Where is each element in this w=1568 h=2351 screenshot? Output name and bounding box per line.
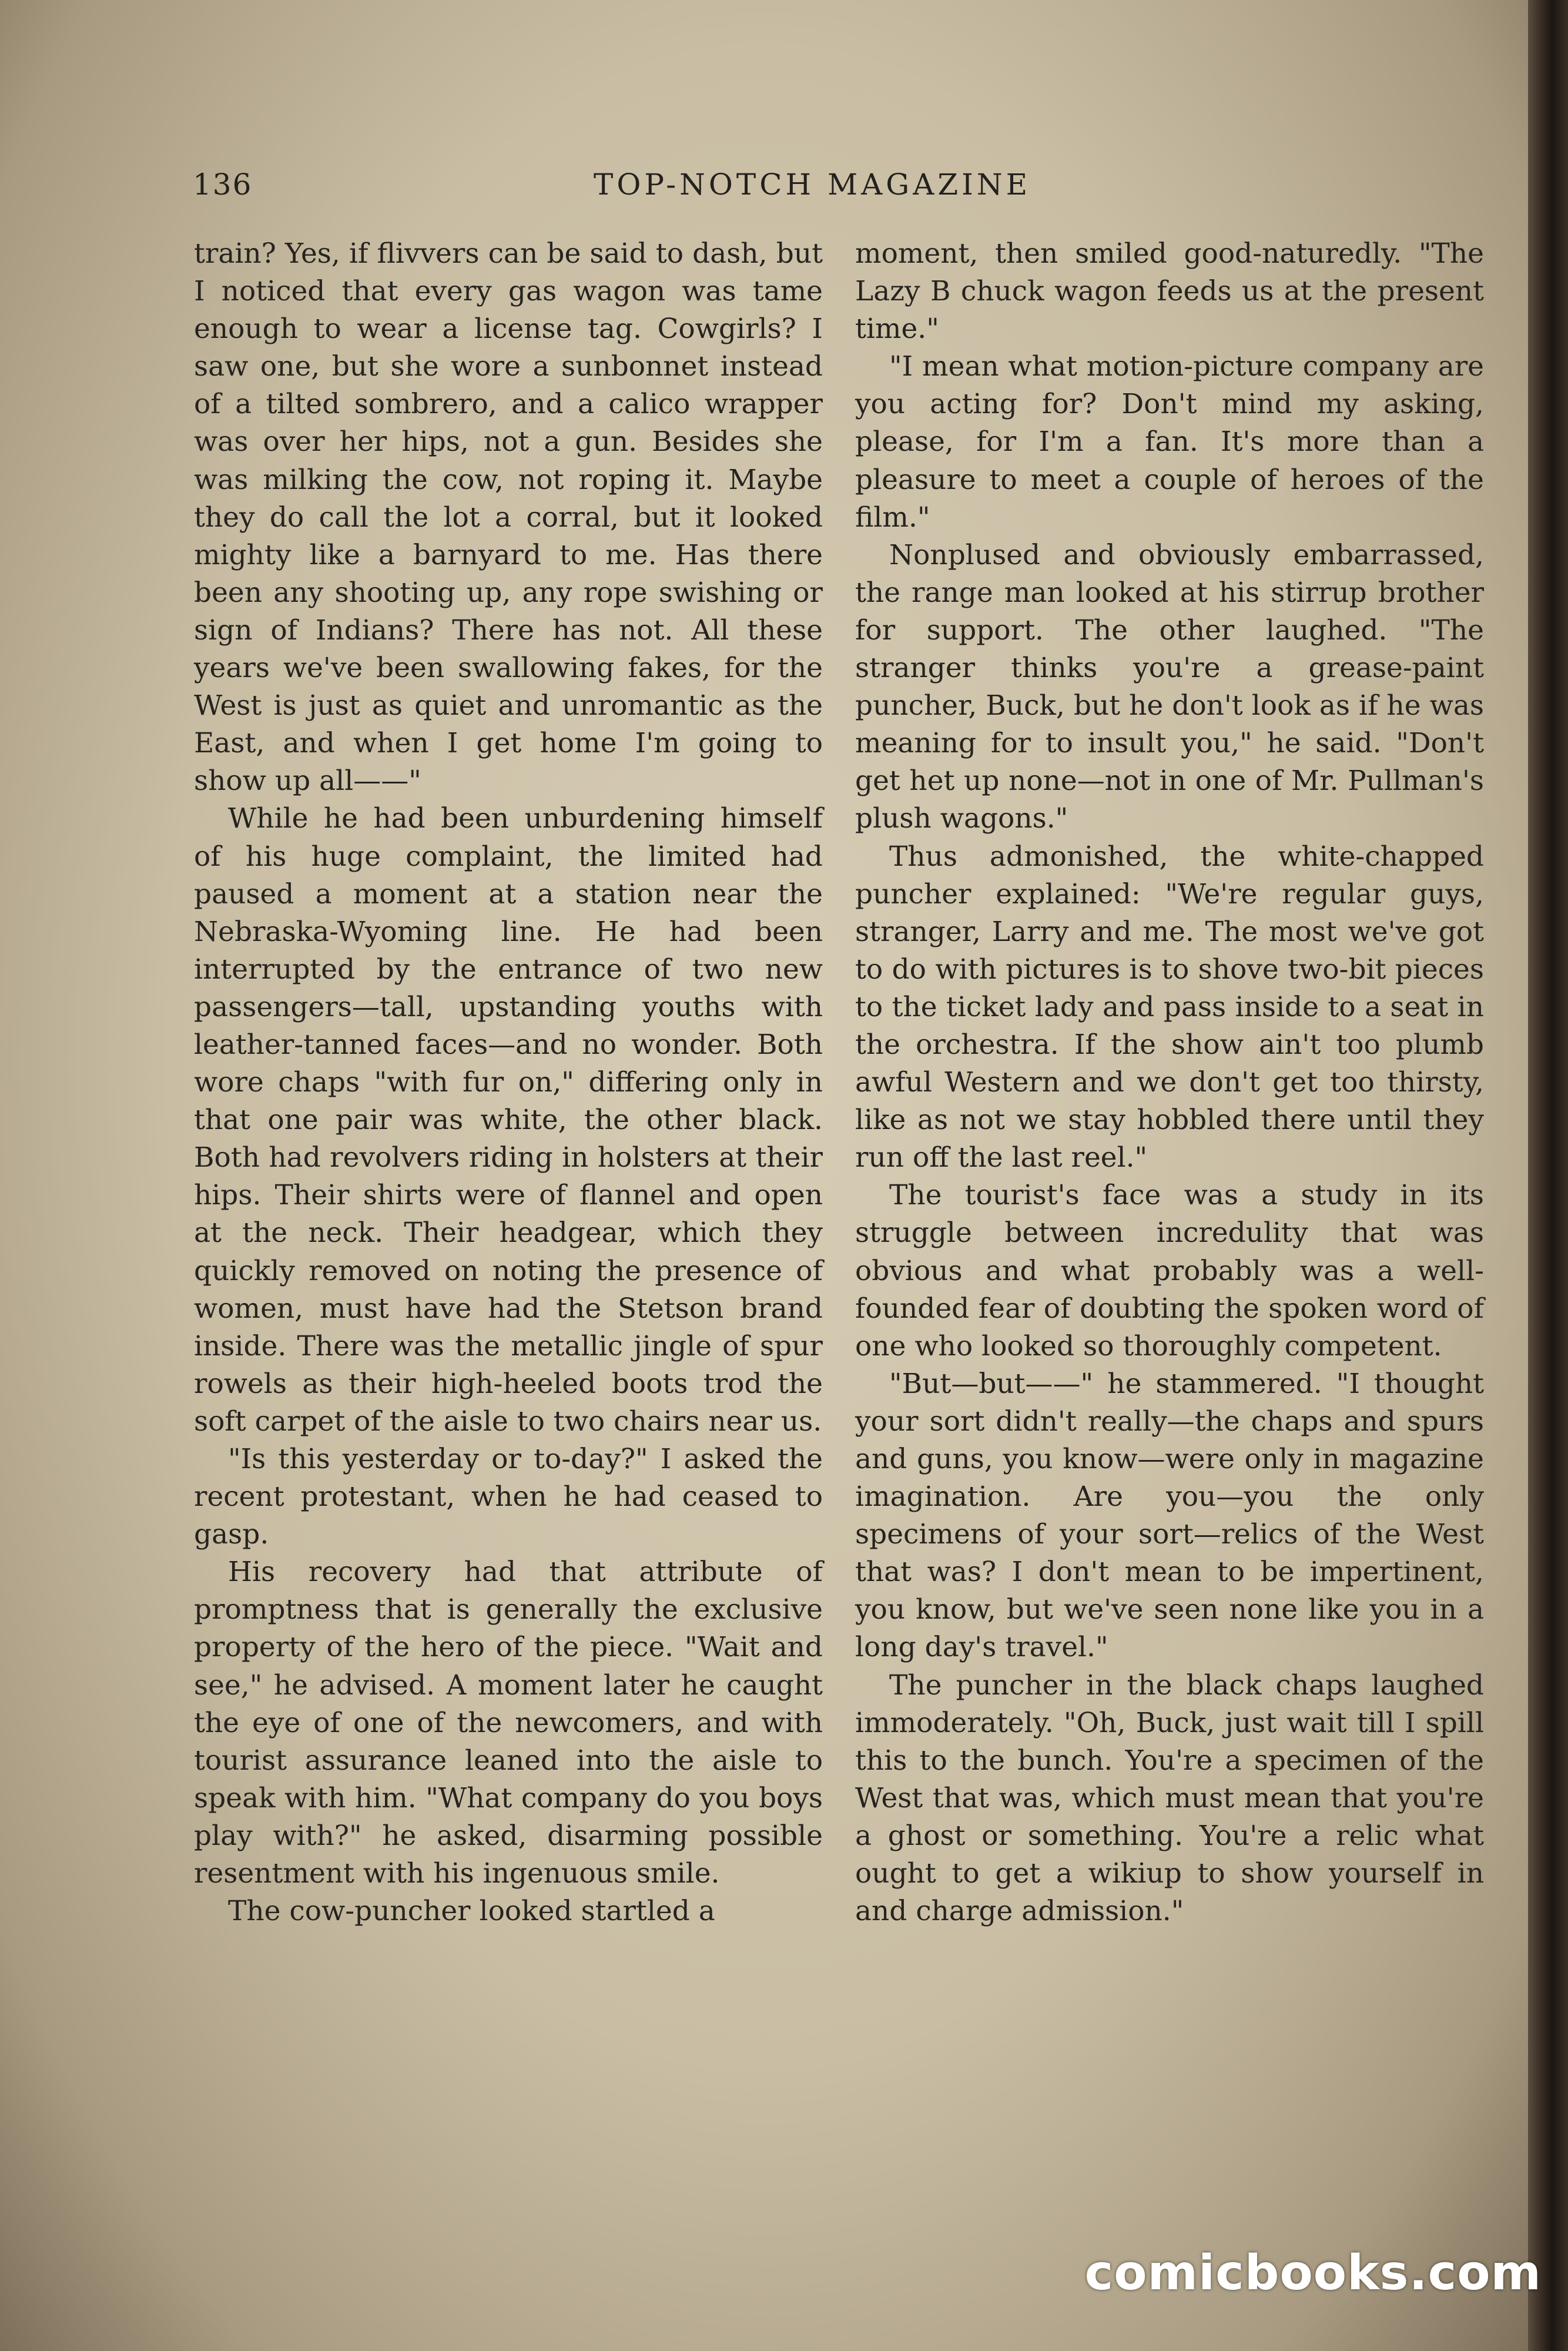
paragraph: Nonplused and obviously embarrassed, the range man looked at his stirrup brother for support. The other laughed. "The stranger thinks you're a grease-paint puncher, Buck, but he don't look as if he was meaning for to insult you," he said. "Don't get het up none—not in one of Mr. Pullman's plush wagons."	[855, 538, 1484, 835]
paragraph: moment, then smiled good-naturedly. "The Lazy B chuck wagon feeds us at the present time."	[855, 237, 1484, 346]
paragraph: "But—but——" he stammered. "I thought your sort didn't really—the chaps and spurs and guns, you know—were only in magazine imagination. Are you—you the only specimens of your sort—relics of the West that was? I don't mean to be impertinent, you know, but we've seen none like you in a long day's travel."	[855, 1367, 1484, 1664]
paragraph: The tourist's face was a study in its struggle between incredulity that was obvious and what probably was a well-founded fear of doubting the spoken word of one who looked so thoroughly competent.	[855, 1179, 1484, 1362]
paragraph: His recovery had that attribute of promptness that is generally the exclusive property of the hero of the piece. "Wait and see," he advised. A moment later he caught the eye of one of the newcomers, and with tourist assurance leaned into the aisle to speak with him. "What company do you boys play with?" he asked, disarming possible resentment with his ingenuous smile.	[194, 1556, 823, 1890]
paragraph: "Is this yesterday or to-day?" I asked the recent protestant, when he had ceased to gasp.	[194, 1443, 823, 1551]
watermark: comicbooks.com	[1084, 2245, 1542, 2301]
running-head: TOP-NOTCH MAGAZINE	[594, 168, 1031, 202]
paragraph: While he had been unburdening himself of his huge complaint, the limited had paused a moment at a station near the Nebraska-Wyoming line. He had been interrupted by the entrance of two new passengers—tall, upstanding youths with leather-tanned faces—and no wonder. Both wore chaps "with fur on," differing only in that one pair was white, the other black. Both had revolvers riding in holsters at their hips. Their shirts were of flannel and open at the neck. Their headgear, which they quickly removed on noting the presence of women, must have had the Stetson brand inside. There was the metallic jingle of spur rowels as their high-heeled boots trod the soft carpet of the aisle to two chairs near us.	[194, 802, 823, 1438]
paragraph: Thus admonished, the white-chapped puncher explained: "We're regular guys, stranger, Larry and me. The most we've got to do with pictures is to shove two-bit pieces to the ticket lady and pass inside to a seat in the orchestra. If the show ain't too plumb awful Western and we don't get too thirsty, like as not we stay hobbled there until they run off the last reel."	[855, 840, 1484, 1174]
paragraph: The cow-puncher looked startled a	[228, 1895, 715, 1928]
book-spine-edge	[1528, 0, 1568, 2351]
right-column	[855, 235, 1484, 1930]
page-header	[0, 168, 1528, 209]
page-number: 136	[193, 168, 253, 202]
paragraph: The puncher in the black chaps laughed immoderately. "Oh, Buck, just wait till I spill this to the bunch. You're a specimen of the West that was, which must mean that you're a ghost or something. You're a relic what ought to get a wikiup to show yourself in and charge admission."	[855, 1669, 1484, 1928]
left-column	[194, 235, 823, 1930]
paragraph: train? Yes, if flivvers can be said to dash, but I noticed that every gas wagon was tame enough to wear a license tag. Cowgirls? I saw one, but she wore a sunbonnet instead of a tilted sombrero, and a calico wrapper was over her hips, not a gun. Besides she was milking the cow, not roping it. Maybe they do call the lot a corral, but it looked mighty like a barnyard to me. Has there been any shooting up, any rope swishing or sign of Indians? There has not. All these years we've been swallowing fakes, for the West is just as quiet and unromantic as the East, and when I get home I'm going to show up all——"	[194, 237, 823, 798]
paragraph: "I mean what motion-picture company are you acting for? Don't mind my asking, please, for I'm a fan. It's more than a pleasure to meet a couple of heroes of the film."	[855, 350, 1484, 534]
